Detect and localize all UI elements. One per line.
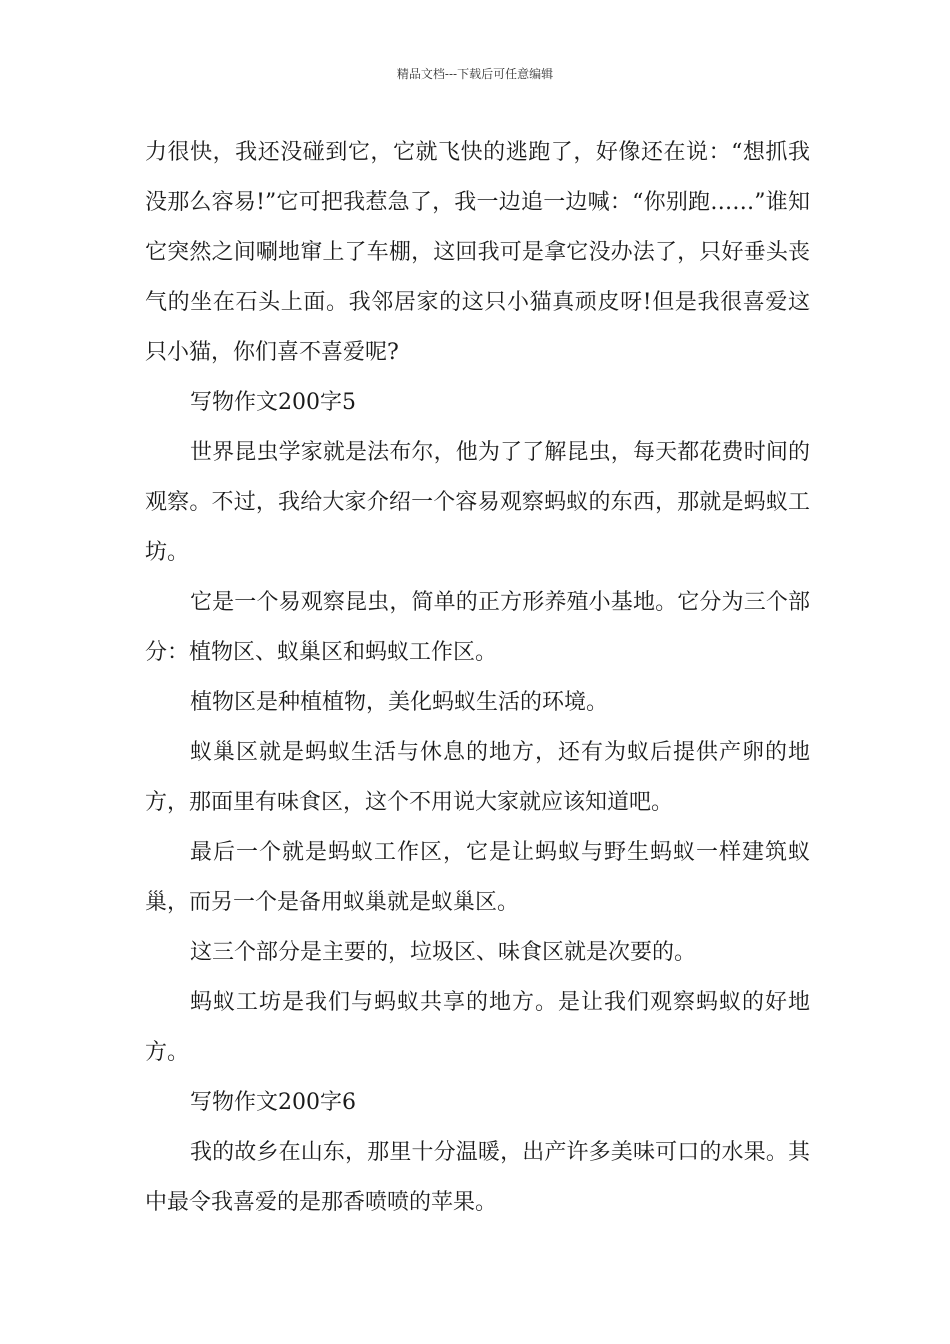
section-heading: 写物作文200字5 — [190, 390, 356, 415]
paragraph: 世界昆虫学家就是法布尔，他为了了解昆虫，每天都花费时间的观察。不过，我给大家介绍一个容易观察蚂蚁的东西，那就是蚂蚁工坊。 — [145, 440, 810, 565]
paragraph: 最后一个就是蚂蚁工作区，它是让蚂蚁与野生蚂蚁一样建筑蚁巢，而另一个是备用蚁巢就是蚁巢区。 — [145, 840, 810, 915]
paragraph: 植物区是种植植物，美化蚂蚁生活的环境。 — [190, 690, 609, 715]
section-heading: 写物作文200字6 — [190, 1090, 356, 1115]
paragraph: 力很快，我还没碰到它，它就飞快的逃跑了，好像还在说：“想抓我没那么容易!”它可把我惹急了，我一边追一边喊：“你别跑……”谁知它突然之间唰地窜上了车棚，这回我可是拿它没办法了，只好垂头丧气的坐在石头上面。我邻居家的这只小猫真顽皮呀!但是我很喜爱这只小猫，你们喜不喜爱呢? — [145, 140, 810, 365]
paragraph: 它是一个易观察昆虫，简单的正方形养殖小基地。它分为三个部分：植物区、蚁巢区和蚂蚁工作区。 — [145, 590, 810, 665]
document-body — [145, 128, 810, 1228]
paragraph: 这三个部分是主要的，垃圾区、味食区就是次要的。 — [190, 940, 697, 965]
paragraph: 蚂蚁工坊是我们与蚂蚁共享的地方。是让我们观察蚂蚁的好地方。 — [145, 990, 810, 1065]
paragraph: 蚁巢区就是蚂蚁生活与休息的地方，还有为蚁后提供产卵的地方，那面里有味食区，这个不用说大家就应该知道吧。 — [145, 740, 810, 815]
paragraph: 我的故乡在山东，那里十分温暖，出产许多美味可口的水果。其中最令我喜爱的是那香喷喷的苹果。 — [145, 1140, 810, 1215]
page-header: 精品文档---下载后可任意编辑 — [396, 67, 554, 81]
